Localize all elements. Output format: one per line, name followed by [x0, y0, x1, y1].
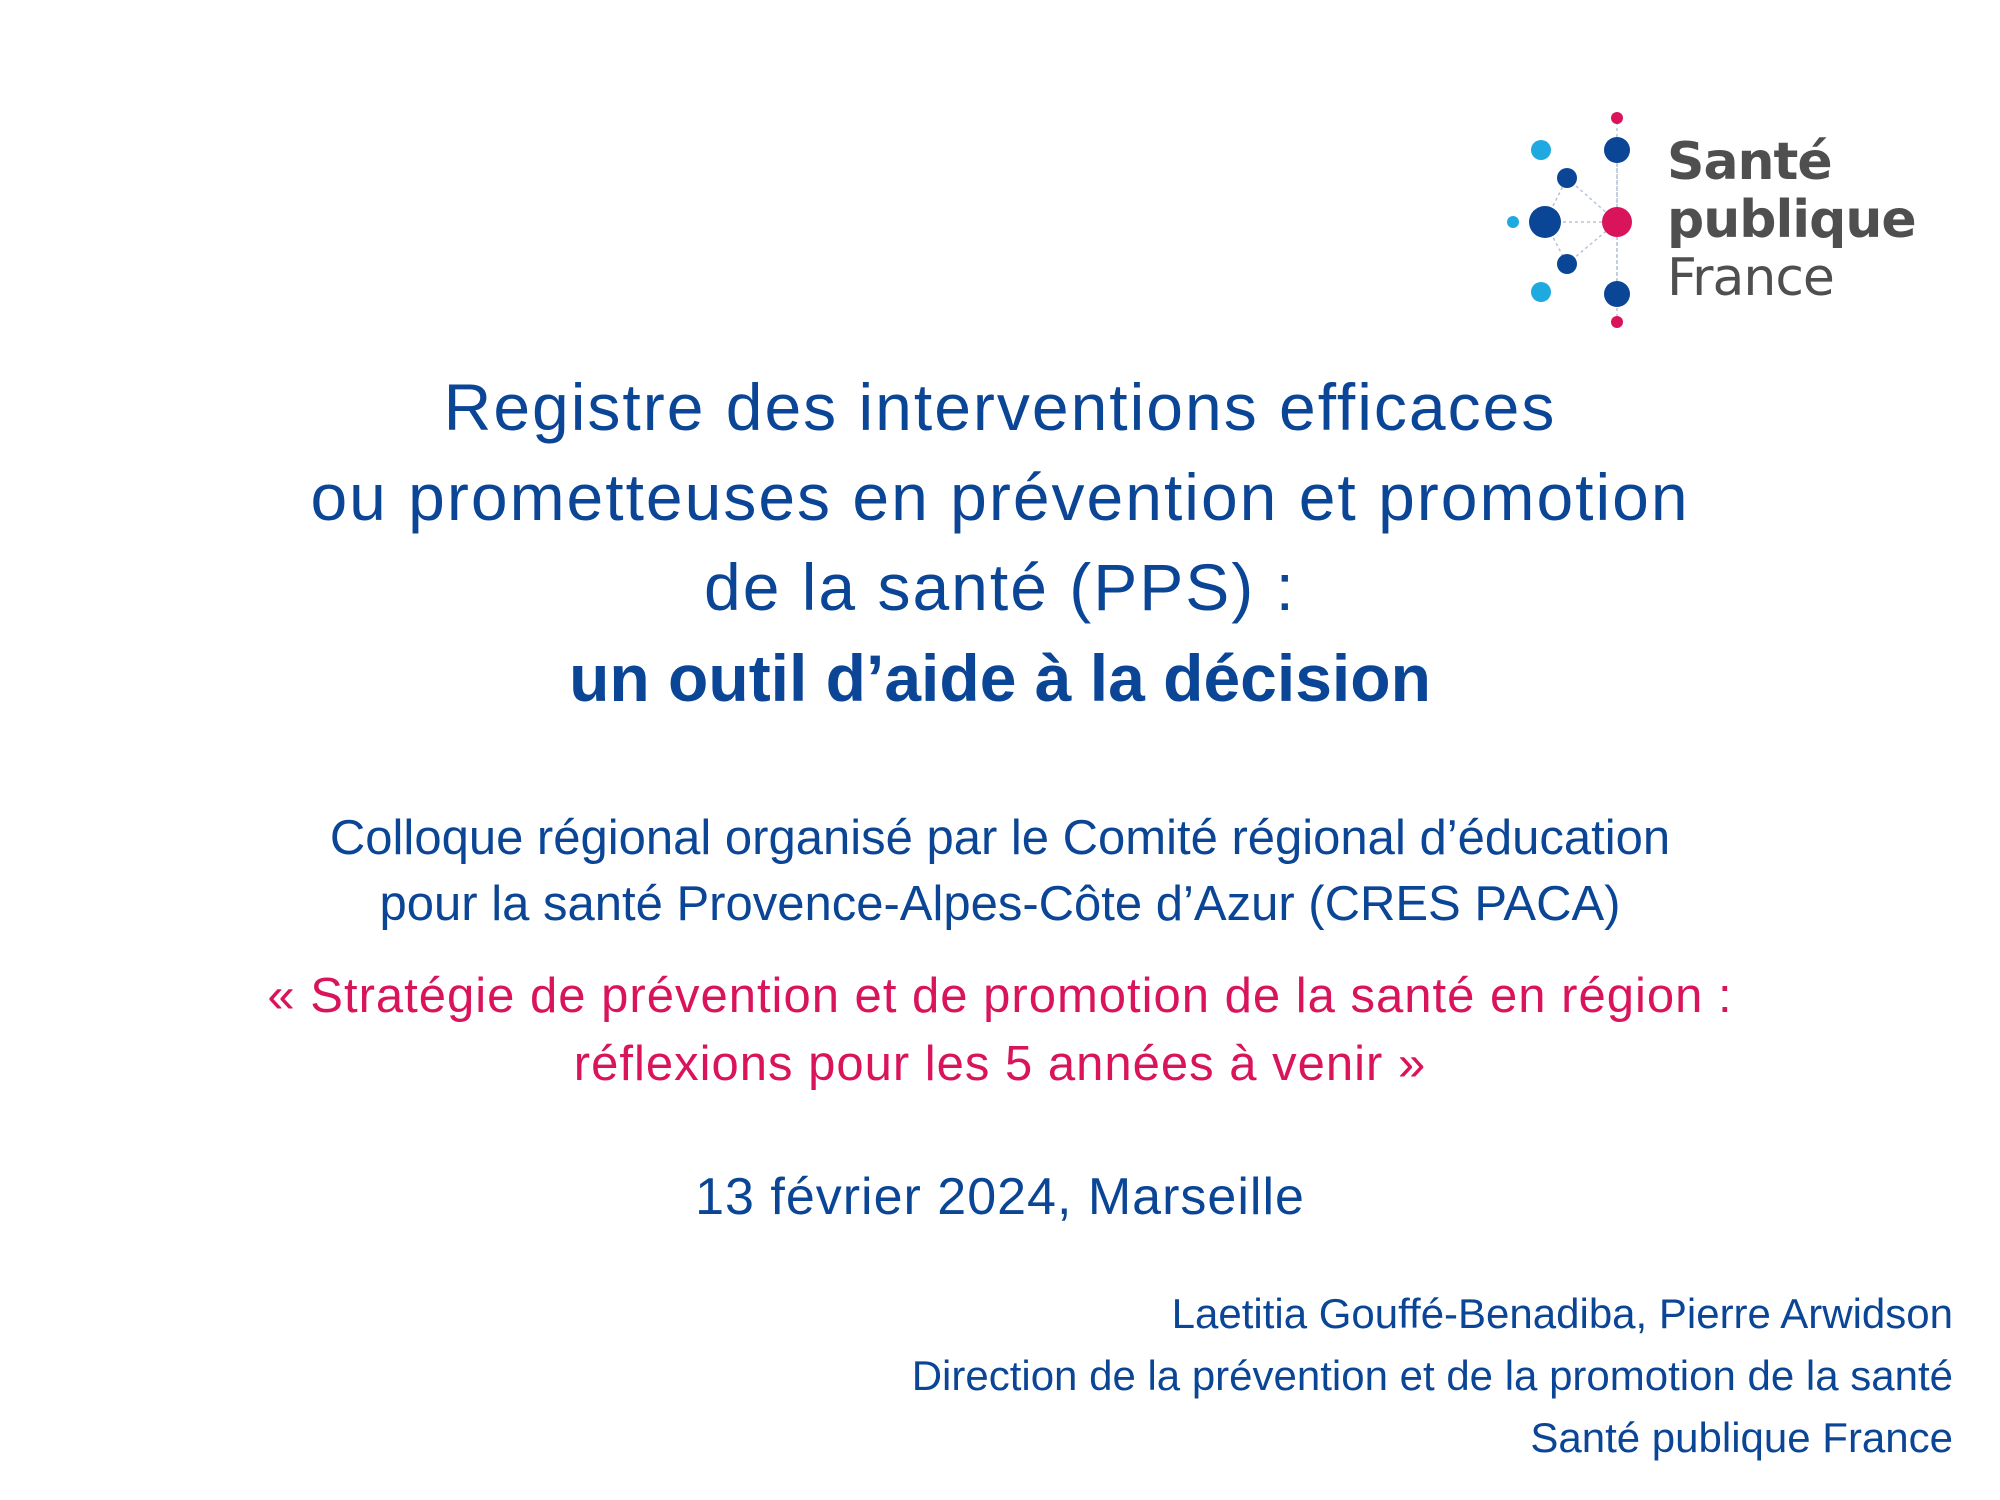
event-date-location: 13 février 2024, Marseille — [695, 1168, 1305, 1226]
strategy-line-2: réflexions pour les 5 années à venir » — [573, 1037, 1427, 1091]
logo-text-publique: publique — [1667, 190, 1916, 250]
title-line-1: Registre des interventions efficaces — [443, 370, 1557, 444]
logo-text-france: France — [1667, 248, 1834, 308]
colloque-line-2: pour la santé Provence-Alpes-Côte d’Azur (CRES PACA) — [379, 877, 1621, 931]
authors-direction: Direction de la prévention et de la promotion de la santé — [911, 1352, 1953, 1399]
authors-block — [912, 1283, 1953, 1469]
santepubliquefrance-logo — [1505, 108, 1925, 330]
authors-names: Laetitia Gouffé-Benadiba, Pierre Arwidson — [1171, 1290, 1953, 1337]
colloque-line-1: Colloque régional organisé par le Comité régional d’éducation — [329, 811, 1671, 865]
strategy-quote — [0, 962, 2000, 1098]
title-subtitle-bold: un outil d’aide à la décision — [569, 641, 1431, 715]
colloque-description — [0, 805, 2000, 937]
logo-wordmark — [1667, 132, 1916, 308]
title-line-3: de la santé (PPS) : — [704, 550, 1296, 624]
logo-dot-network-icon — [1505, 108, 1655, 330]
authors-organization: Santé publique France — [1530, 1414, 1953, 1461]
logo-text-sante: Santé — [1667, 132, 1832, 192]
strategy-line-1: « Stratégie de prévention et de promotion de la santé en région : — [267, 969, 1733, 1023]
presentation-title — [0, 362, 2000, 724]
title-line-2: ou prometteuses en prévention et promotion — [310, 460, 1690, 534]
